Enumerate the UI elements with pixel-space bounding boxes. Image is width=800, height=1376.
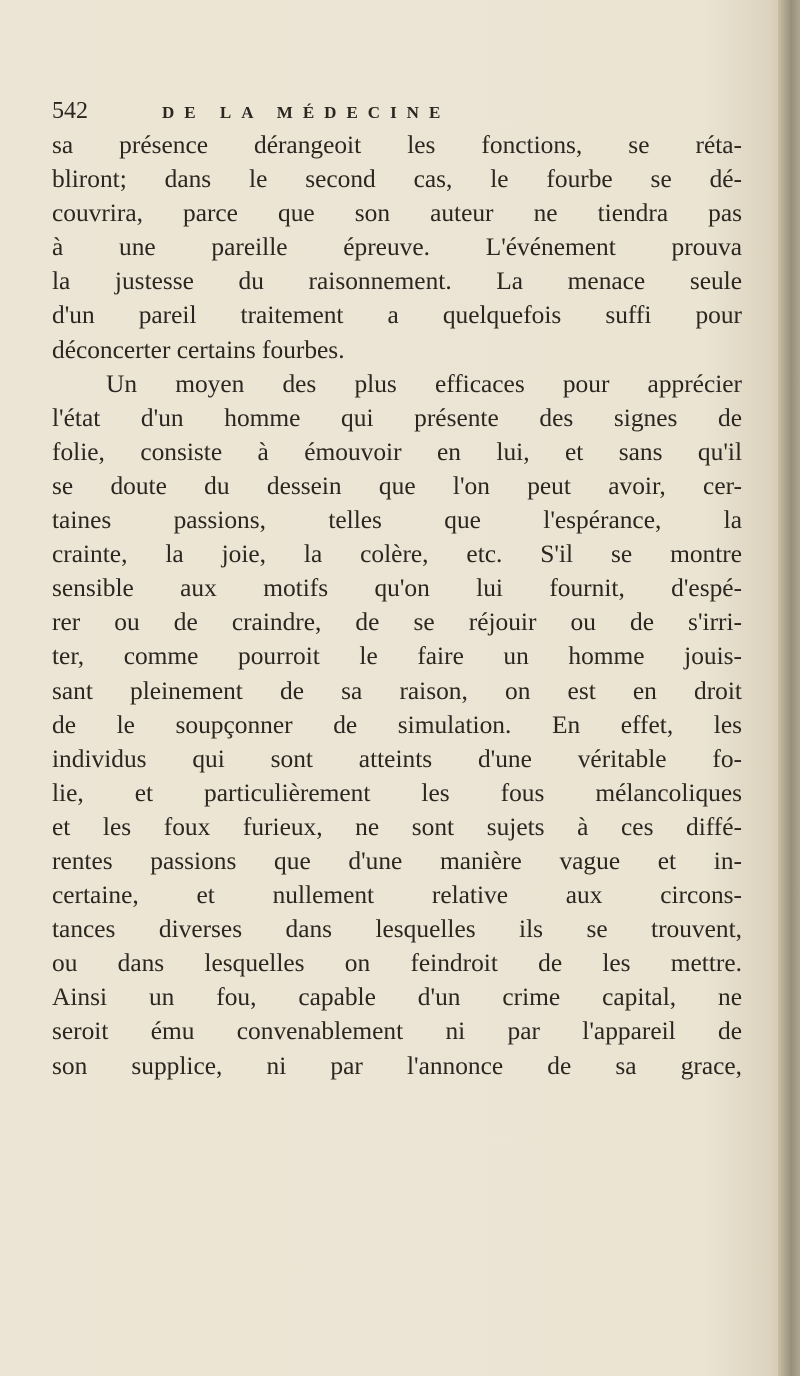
running-title: DE LA MÉDECINE bbox=[162, 103, 451, 122]
text-line: son supplice, ni par l'annonce de sa grace, bbox=[52, 1051, 742, 1080]
text-line: se doute du dessein que l'on peut avoir, cer- bbox=[52, 471, 742, 500]
text-line: ou dans lesquelles on feindroit de les mettre. bbox=[52, 949, 742, 978]
text-line: l'état d'un homme qui présente des signes de bbox=[52, 403, 742, 432]
page-header bbox=[52, 98, 612, 132]
text-line: sant pleinement de sa raison, on est en droit bbox=[52, 676, 742, 705]
page-gutter-shadow bbox=[778, 0, 800, 1376]
text-line: déconcerter certains fourbes. bbox=[52, 335, 345, 364]
text-line: certaine, et nullement relative aux circons- bbox=[52, 881, 742, 910]
text-line: rentes passions que d'une manière vague et in- bbox=[52, 846, 742, 875]
text-line: folie, consiste à émouvoir en lui, et sans qu'il bbox=[52, 437, 742, 466]
text-line: crainte, la joie, la colère, etc. S'il se montre bbox=[52, 540, 742, 569]
text-line: sa présence dérangeoit les fonctions, se réta- bbox=[52, 131, 742, 159]
text-line: de le soupçonner de simulation. En effet, les bbox=[52, 710, 742, 739]
text-line: ter, comme pourroit le faire un homme jouis- bbox=[52, 642, 742, 671]
text-line: rer ou de craindre, de se réjouir ou de s'irri- bbox=[52, 608, 742, 637]
text-line: la justesse du raisonnement. La menace seule bbox=[52, 267, 742, 296]
text-line: couvrira, parce que son auteur ne tiendra pas bbox=[52, 199, 742, 228]
text-line: seroit ému convenablement ni par l'appareil de bbox=[52, 1017, 742, 1046]
text-line: sensible aux motifs qu'on lui fournit, d'espé- bbox=[52, 574, 742, 603]
page-number: 542 bbox=[52, 98, 88, 124]
text-line: bliront; dans le second cas, le fourbe se dé- bbox=[52, 165, 742, 194]
text-line: et les foux furieux, ne sont sujets à ces diffé- bbox=[52, 812, 742, 841]
text-line: d'un pareil traitement a quelquefois suffi pour bbox=[52, 301, 742, 330]
text-line: tances diverses dans lesquelles ils se trouvent, bbox=[52, 915, 742, 944]
text-line: Un moyen des plus efficaces pour apprécier bbox=[106, 369, 742, 398]
body-text bbox=[52, 128, 742, 1083]
text-line: individus qui sont atteints d'une véritable fo- bbox=[52, 744, 742, 773]
text-line: Ainsi un fou, capable d'un crime capital, ne bbox=[52, 983, 742, 1012]
text-line: lie, et particulièrement les fous mélancoliques bbox=[52, 778, 742, 807]
text-line: à une pareille épreuve. L'événement prouva bbox=[52, 233, 742, 262]
text-line: taines passions, telles que l'espérance, la bbox=[52, 506, 742, 535]
